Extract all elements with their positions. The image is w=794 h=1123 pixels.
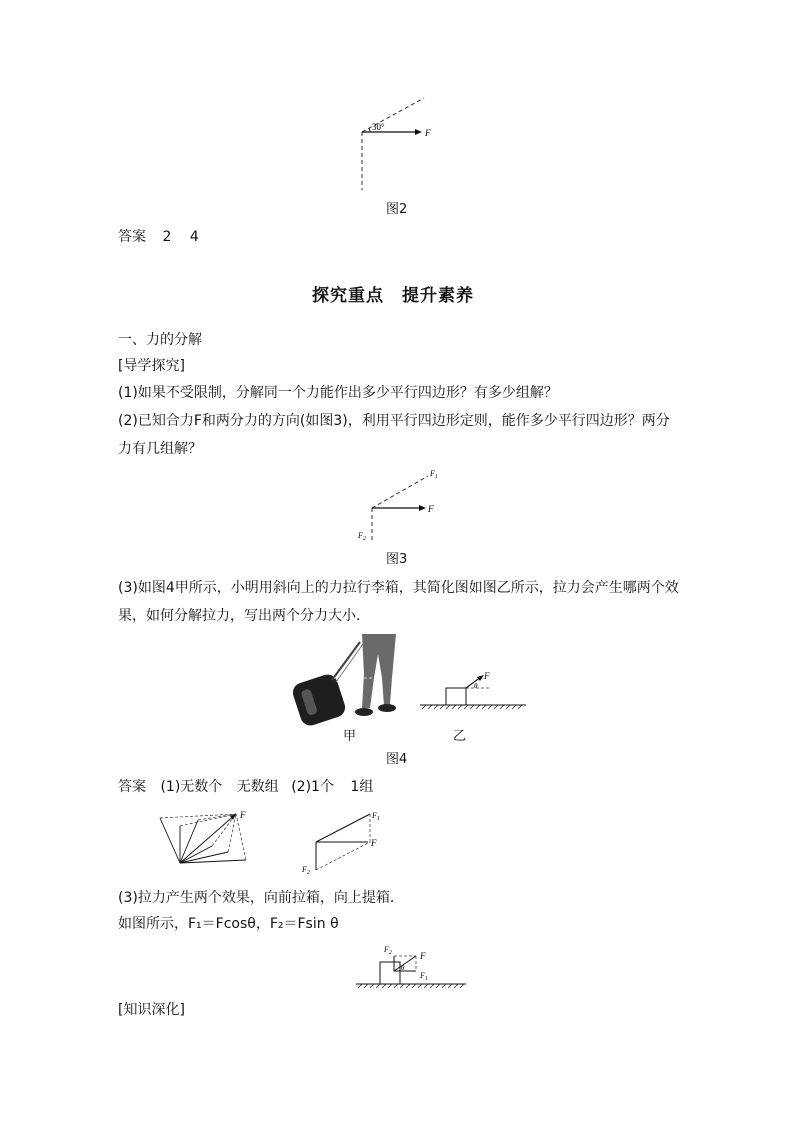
fig2-arrowhead (415, 129, 422, 135)
answer-a2: (2)1个 (291, 779, 334, 795)
fig3-caption: 图3 (386, 552, 408, 567)
fig4b-theta-label: θ (474, 682, 478, 690)
fig4b-f-label: F (484, 671, 490, 681)
answer-a2b: 1组 (350, 779, 374, 795)
answer-figure-box-decomposition (354, 940, 468, 992)
fig3-f1-label: $F_1$ (430, 469, 438, 480)
suitcase (292, 672, 348, 726)
answer-value-1: 2 (162, 229, 172, 245)
knowledge-label: [知识深化] (118, 1002, 185, 1018)
ans2-f1-label: $F_1$ (372, 811, 380, 822)
ground-hatch (358, 984, 464, 988)
figure-3 (350, 464, 450, 544)
fig4a-theta-label: θ (350, 670, 354, 679)
question-1: (1)如果不受限制，分解同一个力能作出多少平行四边形？有多少组解？ (118, 385, 558, 401)
ans-f-label: F (240, 810, 246, 820)
answer-label: 答案 (118, 779, 146, 795)
fig3-f-label: F (428, 504, 434, 514)
question-3-line-1: (3)如图4甲所示，小明用斜向上的力拉行李箱，其简化图如图乙所示，拉力会产生哪两个效 (118, 580, 679, 596)
answer-figure-unique (298, 808, 388, 876)
guide-label: [导学探究] (118, 358, 185, 374)
fig3-f2-label: $F_2$ (358, 531, 366, 542)
answer-3: (3)拉力产生两个效果，向前拉箱，向上提箱． (118, 890, 404, 906)
figure-4-photo (292, 634, 412, 726)
f1-label: $F_1$ (420, 971, 428, 982)
answer-label: 答案 (118, 229, 146, 245)
heading-force-decomposition: 一、力的分解 (118, 332, 202, 348)
section-title: 探究重点 提升素养 (312, 286, 474, 306)
f2-label: $F_2$ (384, 945, 392, 956)
fig4b-box (446, 688, 466, 705)
ans2-f1-arrow (316, 814, 370, 842)
answer-2 (118, 777, 373, 797)
fig2-angle-arc (369, 128, 370, 132)
f-label: F (420, 951, 426, 961)
shoe-right (378, 704, 396, 712)
fig4-label-yi: 乙 (453, 729, 467, 744)
fig2-force-label: F (425, 128, 431, 138)
figure-4-diagram (418, 668, 528, 716)
fig2-caption: 图2 (386, 202, 408, 217)
shoe-left (355, 708, 373, 716)
theta-label: θ (401, 964, 405, 972)
figure-2 (340, 92, 450, 194)
fig3-arrowhead (419, 505, 426, 511)
question-3-line-2: 果，如何分解拉力，写出两个分力大小． (118, 608, 370, 624)
answer-figure-many-parallelograms (150, 806, 260, 868)
ans2-f2-label: $F_2$ (302, 865, 310, 876)
question-2-line-1: (2)已知合力F和两分力的方向(如图3)，利用平行四边形定则，能作多少平行四边形？两分 (118, 413, 670, 429)
answer-a1: (1)无数个 (160, 779, 223, 795)
fig3-f1-dashed (372, 476, 428, 508)
question-2-line-2: 力有几组解？ (118, 441, 202, 457)
fig4a-f-label: F (354, 660, 360, 670)
fig4-label-jia: 甲 (343, 729, 357, 744)
person-legs (362, 634, 396, 708)
fig2-angle-label: 30° (372, 122, 385, 132)
box (380, 962, 400, 984)
answer-a1b: 无数组 (236, 779, 279, 795)
fig4b-ground-hatch (422, 705, 522, 709)
answer-3-formula: 如图所示，F₁＝Fcosθ，F₂＝Fsin θ (118, 916, 339, 932)
answer-1 (118, 227, 199, 247)
fig4-caption: 图4 (386, 752, 408, 767)
answer-value-2: 4 (189, 229, 199, 245)
ans2-f-label: F (371, 838, 377, 848)
ans2-dash-2 (316, 842, 370, 870)
fig4b-arrowhead (477, 675, 484, 681)
